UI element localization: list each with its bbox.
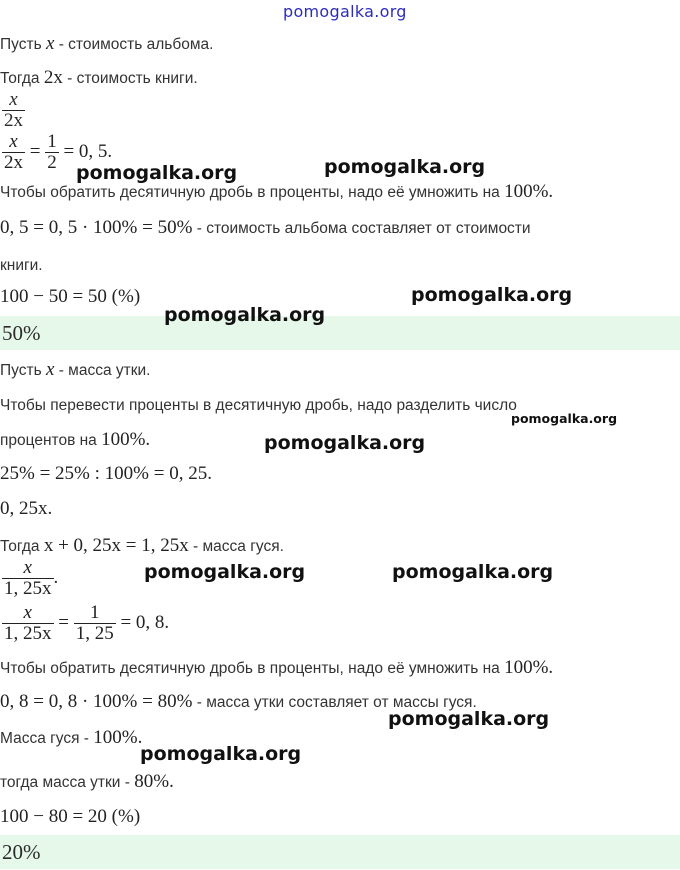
p1-fraction-equation: $\frac{x}{2x}$ = $\frac{1}{2}$ = 0, 5. [4,131,113,173]
p2-answer-band [0,835,680,869]
watermark-1: pomogalka.org [76,162,238,184]
p2-line-3: процентов на 100%. [0,429,151,450]
watermark-2: pomogalka.org [324,156,486,178]
p2-fraction-equation: $\frac{x}{1, 25x}$ = $\frac{1}{1, 25}$ = 0, 8. [4,602,170,644]
watermark-8: pomogalka.org [392,561,554,583]
p2-line-13: 100 − 80 = 20 (%) [0,806,141,827]
p1-line-2: Тогда 2x - стоимость книги. [0,67,198,88]
p1-line-7: книги. [0,257,43,274]
p2-line-4: 25% = 25% : 100% = 0, 25. [0,463,212,484]
watermark-3: pomogalka.org [411,284,573,306]
watermark-7: pomogalka.org [144,561,306,583]
p2-line-1: Пусть x - масса утки. [0,359,151,380]
watermark-5: pomogalka.org [511,411,618,426]
p1-line-6: 0, 5 = 0, 5 · 100% = 50% - стоимость альбома составляет от стоимости [0,217,531,238]
p1-answer-band [0,316,680,350]
p2-line-9: Чтобы обратить десятичную дробь в проценты, надо её умножить на 100%. [0,657,554,678]
p2-line-11: Масса гуся - 100%. [0,727,143,748]
p2-line-10: 0, 8 = 0, 8 · 100% = 80% - масса утки составляет от массы гуся. [0,691,477,712]
p1-answer: 50% [2,321,41,345]
p2-line-2: Чтобы перевести проценты в десятичную дробь, надо разделить число [0,397,517,414]
watermark-9: pomogalka.org [388,708,550,730]
site-watermark-top: pomogalka.org [283,2,407,21]
p2-fraction-1: $\frac{x}{1, 25x}$ . [4,557,59,599]
p2-answer: 20% [2,840,41,864]
p2-line-12: тогда масса утки - 80%. [0,771,174,792]
p1-line-8: 100 − 50 = 50 (%) [0,286,141,307]
watermark-10: pomogalka.org [140,743,302,765]
watermark-4: pomogalka.org [164,304,326,326]
watermark-6: pomogalka.org [264,432,426,454]
p2-line-6: Тогда x + 0, 25x = 1, 25x - масса гуся. [0,535,284,556]
p1-fraction-1: $\frac{x}{2x}$ [4,89,23,131]
p2-line-5: 0, 25x. [0,498,53,519]
p1-line-1: Пусть x - стоимость альбома. [0,33,214,54]
p1-line-5: Чтобы обратить десятичную дробь в проценты, надо её умножить на 100%. [0,181,554,202]
